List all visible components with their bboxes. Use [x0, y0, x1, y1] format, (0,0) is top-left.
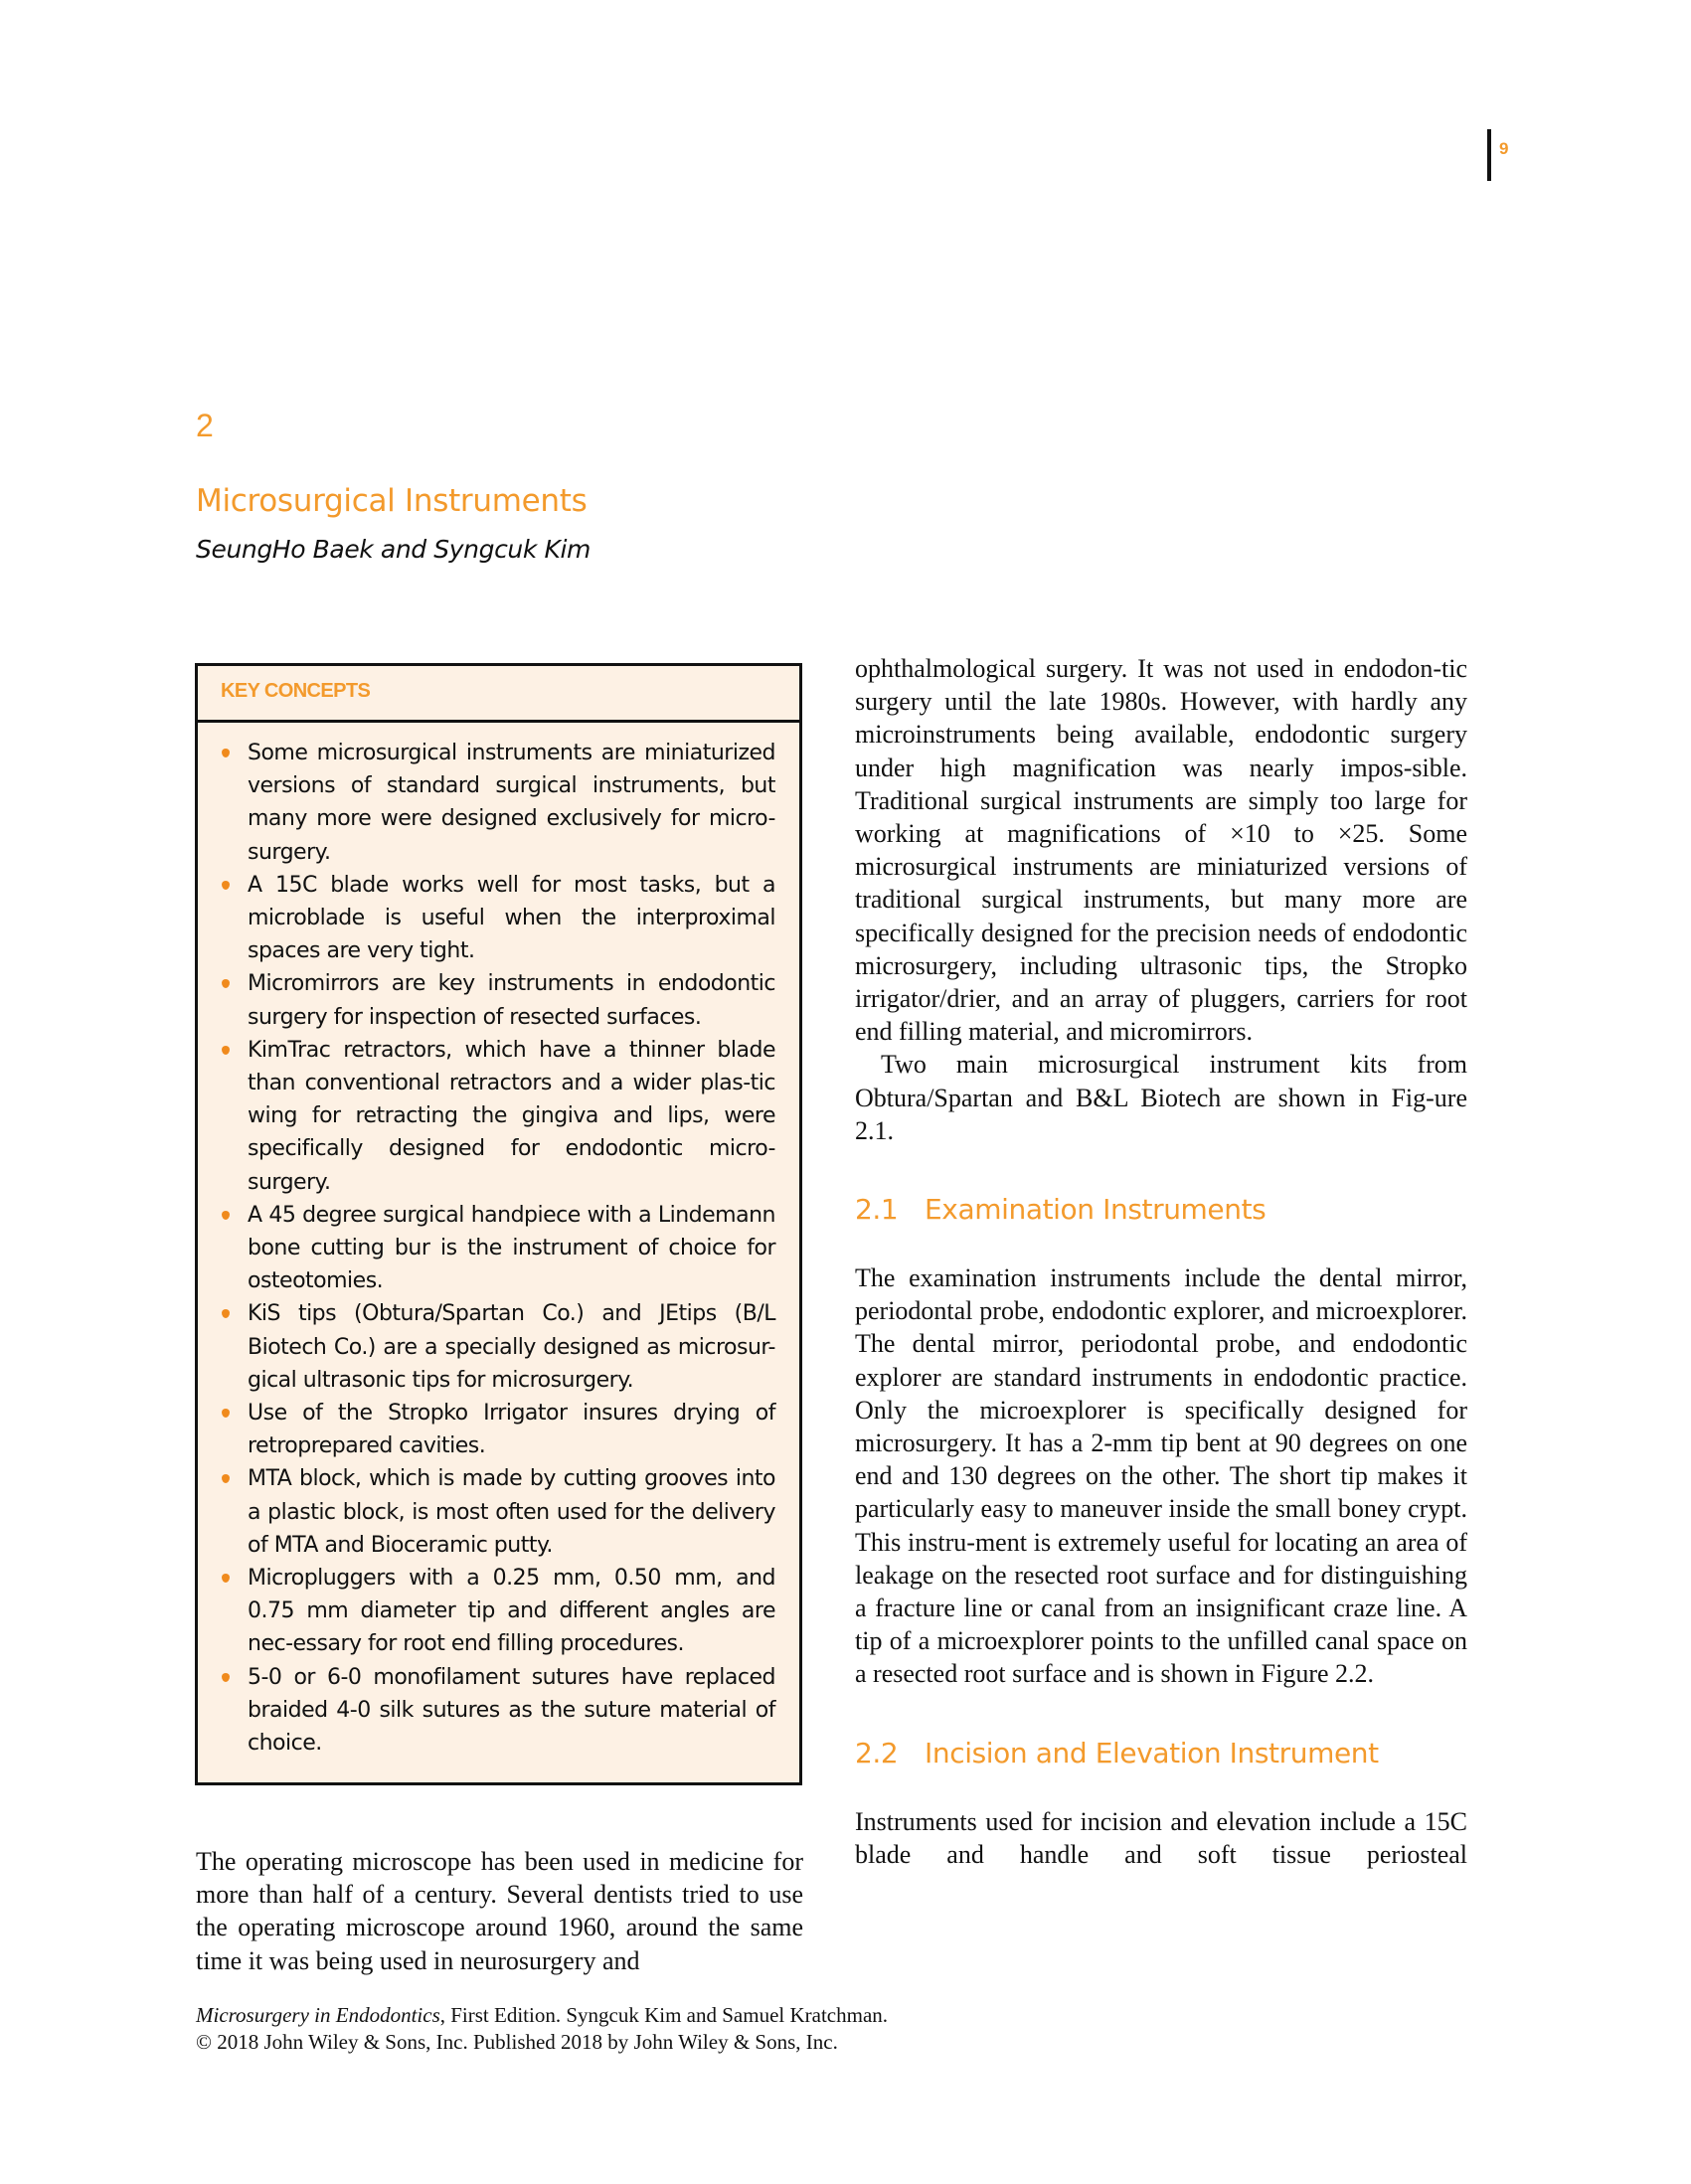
section-heading-2-1 [855, 1193, 1467, 1226]
right-column [855, 652, 1467, 1871]
key-concept-text: A 45 degree surgical handpiece with a Lindemann bone cutting bur is the instrument of choice for osteotomies. [248, 1202, 775, 1294]
section-title: Examination Instruments [925, 1193, 1267, 1227]
chapter-title: Microsurgical Instruments [196, 483, 588, 519]
intro-paragraph-continued: ophthalmological surgery. It was not used in endodon-tic surgery until the late 1980s. However, with hardly any microinstruments being available, endodontic surgery under high magnification was nearly impos-sible. Traditional surgical instruments are simply too large for working at magnifications of ×10 to ×25. Some microsurgical instruments are miniaturized versions of traditional surgical instruments, but many more are specifically designed for the precision needs of endodontic microsurgery, including ultrasonic tips, the Stropko irrigator/drier, and an array of pluggers, carriers for root end filling material, and micromirrors. [855, 654, 1467, 1047]
section-title: Incision and Elevation Instrument [925, 1736, 1379, 1769]
footer-line-2: © 2018 John Wiley & Sons, Inc. Published 2018 by John Wiley & Sons, Inc. [196, 2030, 838, 2054]
bullet-icon [222, 1673, 230, 1682]
key-concepts-box [195, 663, 802, 1785]
book-title: Microsurgery in Endodontics [196, 2003, 440, 2027]
key-concept-text: KimTrac retractors, which have a thinner blade than conventional retractors and a wider plas-tic wing for retracting the gingiva and lips, were specifically designed for endodontic micro-surgery. [248, 1037, 775, 1195]
section-2-1-text: The examination instruments include the dental mirror, periodontal probe, endodontic explorer, and microexplorer. The dental mirror, periodontal probe, and endodontic explorer are standard instruments in endodontic practice. Only the microexplorer is specifically designed for microsurgery. It has a 2-mm tip bent at 90 degrees on one end and 130 degrees on the other. The short tip makes it particularly easy to maneuver inside the small boney crypt. This instru-ment is extremely useful for locating an area of leakage on the resected root surface and for distinguishing a fracture line or canal from an insignificant craze line. A tip of a microexplorer points to the unfilled canal space on a resected root surface and is shown in Figure 2.2. [855, 1263, 1467, 1689]
key-concept-item [248, 869, 775, 968]
key-concept-item [248, 1297, 775, 1397]
key-concept-text: Use of the Stropko Irrigator insures drying of retroprepared cavities. [248, 1401, 775, 1459]
page-number-rule [1487, 129, 1491, 181]
footer-line-1 [196, 2002, 888, 2029]
section-2-2-text: Instruments used for incision and elevation include a 15C blade and handle and soft tissue periosteal [855, 1806, 1467, 1869]
key-concept-text: Micromirrors are key instruments in endodontic surgery for inspection of resected surfaces. [248, 971, 775, 1030]
key-concept-text: Micropluggers with a 0.25 mm, 0.50 mm, and 0.75 mm diameter tip and different angles are nec-essary for root end filling procedures. [248, 1566, 775, 1657]
key-concepts-list [198, 723, 799, 1760]
bullet-icon [222, 749, 230, 757]
key-concept-item [248, 1661, 775, 1761]
bullet-icon [222, 1409, 230, 1418]
intro-paragraph: The operating microscope has been used in medicine for more than half of a century. Several dentists tried to use the operating microscope around 1960, around the same time it was being used in neurosurgery and [196, 1847, 803, 1975]
chapter-authors: SeungHo Baek and Syngcuk Kim [196, 535, 591, 564]
copyright-footer [196, 2002, 888, 2056]
bullet-icon [222, 1309, 230, 1318]
key-concept-item [248, 1034, 775, 1199]
key-concept-item [248, 967, 775, 1033]
key-concepts-heading: KEY CONCEPTS [198, 666, 799, 723]
bullet-icon [222, 1211, 230, 1220]
key-concept-text: A 15C blade works well for most tasks, but a microblade is useful when the interproximal spaces are very tight. [248, 872, 775, 964]
section-heading-2-2 [855, 1737, 1467, 1769]
intro-paragraph-2: Two main microsurgical instrument kits from Obtura/Spartan and B&L Biotech are shown in Fig-ure 2.1. [855, 1050, 1467, 1145]
key-concept-item [248, 737, 775, 869]
key-concept-text: 5-0 or 6-0 monofilament sutures have replaced braided 4-0 silk sutures as the suture material of choice. [248, 1664, 775, 1757]
key-concept-item [248, 1562, 775, 1661]
page-number: 9 [1499, 139, 1509, 158]
key-concept-text: Some microsurgical instruments are miniaturized versions of standard surgical instruments, but many more were designed exclusively for micro-surgery. [248, 741, 775, 865]
bullet-icon [222, 1046, 230, 1055]
footer-edition: , First Edition. Syngcuk Kim and Samuel Kratchman. [439, 2003, 889, 2027]
section-number: 2.2 [855, 1736, 899, 1769]
key-concept-item [248, 1462, 775, 1562]
bullet-icon [222, 1574, 230, 1583]
bullet-icon [222, 1474, 230, 1483]
left-column-body [196, 1845, 803, 1977]
key-concept-text: MTA block, which is made by cutting grooves into a plastic block, is most often used for the delivery of MTA and Bioceramic putty. [248, 1466, 775, 1558]
section-number: 2.1 [855, 1193, 899, 1227]
key-concept-item [248, 1199, 775, 1298]
bullet-icon [222, 881, 230, 890]
bullet-icon [222, 979, 230, 988]
key-concept-item [248, 1397, 775, 1462]
chapter-number: 2 [196, 408, 214, 443]
key-concept-text: KiS tips (Obtura/Spartan Co.) and JEtips (B/L Biotech Co.) are a specially designed as microsur-gical ultrasonic tips for microsurgery. [248, 1301, 775, 1393]
